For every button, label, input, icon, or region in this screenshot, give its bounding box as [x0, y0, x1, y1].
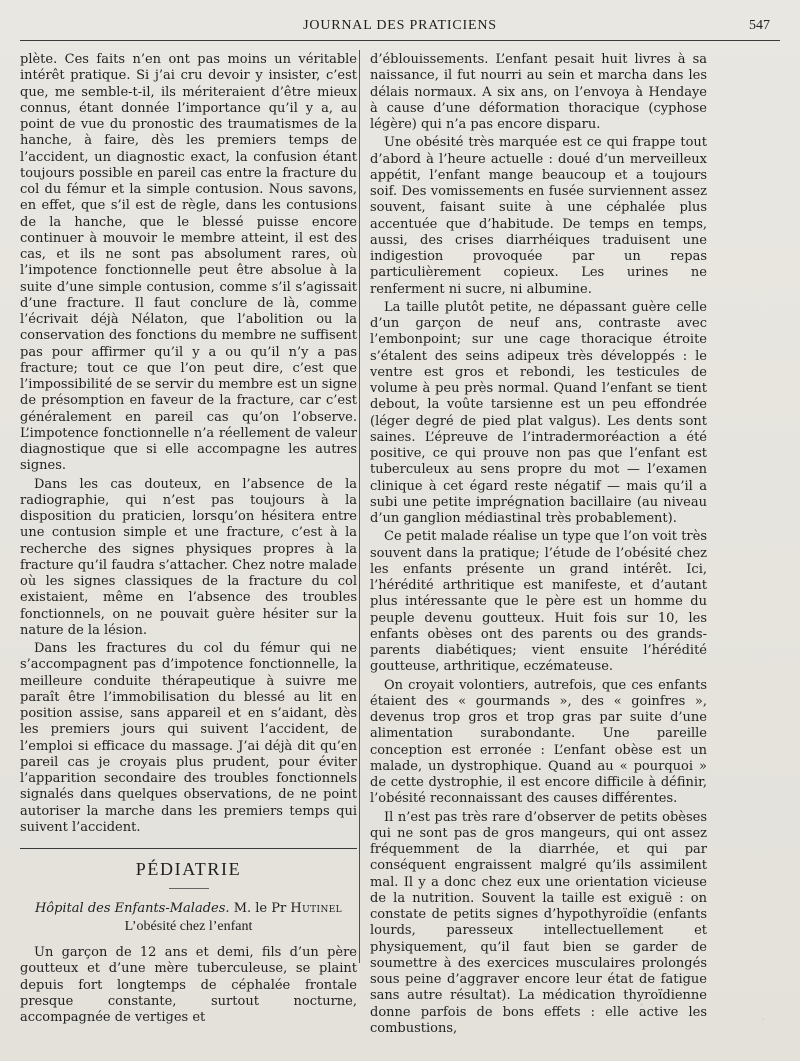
paragraph: d’éblouissements. L’enfant pesait huit livres à sa naissance, il fut nourri au sein et marcha dans les délais normaux. A six ans, on l’envoya à Hendaye à cause d’une déformation thoracique (cyphose légère) qui n’a pas encore disparu. [370, 52, 707, 132]
paragraph: Une obésité très marquée est ce qui frappe tout d’abord à l’heure actuelle : doué d’un merveilleux appétit, l’enfant mange beaucoup et a toujours soif. Des vomissements en fusée surviennent assez souvent, faisant suite à une céphalée plus accentuée que d’habitude. De temps en temps, aussi, des crises diarrhéiques traduisent une indigestion provoquée par un repas particulièrement copieux. Les urines ne renferment ni sucre, ni albumine. [370, 135, 707, 297]
paragraph: Dans les fractures du col du fémur qui ne s’accompagnent pas d’impotence fonctionnelle, la meilleure conduite thérapeutique à suivre me paraît être l’immobilisation du blessé au lit en position assise, sans appareil et en s’aidant, dès les premiers jours qui suivent l’accident, de l’emploi si efficace du massage. J’ai déjà dit qu’en pareil cas je croyais plus prudent, pour éviter l’apparition secondaire des troubles fonctionnels signalés dans quelques observations, de ne point autoriser la marche dans les premiers temps qui suivent l’accident. [20, 641, 357, 835]
paragraph: Dans les cas douteux, en l’absence de la radiographie, qui n’est pas toujours à la disposition du praticien, lorsqu’on hésitera entre une contusion simple et une fracture, c’est à la recherche des signes physiques propres à la fracture qu’il faudra s’attacher. Chez notre malade où les signes classiques de la fracture du col existaient, même en l’absence des troubles fonctionnels, on ne pouvait guère hésiter sur la nature de la lésion. [20, 476, 357, 638]
paragraph: On croyait volontiers, autrefois, que ces enfants étaient des « gourmands », des « goinfres », devenus trop gros et trop gras par suite d’une alimentation surabondante. Une pareille conception est erronée : L’enfant obèse est un malade, un dystrophique. Quand au « pourquoi » de cette dystrophie, il est encore difficile à définir, l’obésité reconnaissant des causes différentes. [370, 677, 707, 807]
paragraph: La taille plutôt petite, ne dépassant guère celle d’un garçon de neuf ans, contraste avec l’embonpoint; sur une cage thoracique étroite s’étalent des seins adipeux très développés : le ventre est gros et rebondi, les testicules de volume à peu près normal. Quand l’enfant se tient debout, la voûte tarsienne est un peu effondrée (léger degré de pied plat valgus). Les dents sont saines. L’épreuve de l’intradermoréaction a été positive, ce qui prouve non pas que l’enfant est tuberculeux au sens propre du mot — l’examen clinique à cet égard reste négatif — mais qu’il a subi une petite imprégnation bacillaire (au niveau d’un ganglion médiastinal très probablement). [370, 299, 707, 526]
small-rule [169, 888, 209, 889]
running-title: JOURNAL DES PRATICIENS [303, 18, 497, 33]
professor-prefix: M. le Pr [233, 901, 287, 916]
right-column [370, 52, 707, 1039]
page-header [20, 18, 780, 41]
section-rule [20, 848, 357, 849]
hospital-line [20, 901, 357, 917]
column-divider [359, 50, 360, 963]
professor-name: Hutinel [290, 901, 343, 916]
paragraph: Ce petit malade réalise un type que l’on voit très souvent dans la pratique; l’étude de l’obésité chez les enfants présente un grand intérêt. Ici, l’hérédité arthritique est manifeste, et d’autant plus intéressante que le père est un homme du peuple devenu goutteux. Huit fois sur 10, les enfants obèses ont des parents ou des grands-parents diabétiques; vient ensuite l’hérédité goutteuse, arthritique, eczémateuse. [370, 529, 707, 675]
section-title: PÉDIATRIE [135, 859, 242, 879]
left-column [20, 52, 357, 1028]
paper-speckle [762, 1018, 764, 1020]
paragraph: Il n’est pas très rare d’observer de petits obèses qui ne sont pas de gros mangeurs, qui ont assez fréquemment de la diarrhée, et qui par conséquent engraissent malgré qu’ils assimilent mal. Il y a donc chez eux une orientation vicieuse de la nutrition. Souvent la taille est exiguë : on constate de petits signes d’hypothyroïdie (enfants lourds, paresseux intellectuellement et physiquement, qu’il faut bien se garder de soumettre à des exercices musculaires prolongés sous peine d’aggraver encore leur état de fatigue sans autre résultat). La médication thyroïdienne donne parfois de bons effets : elle active les combustions, [370, 809, 707, 1036]
paragraph: plète. Ces faits n’en ont pas moins un véritable intérêt pratique. Si j’ai cru devoir y insister, c’est que, me semble-t-il, ils mériteraient d’être mieux connus, étant donnée l’importance qu’il y a, au point de vue du pronostic des traumatismes de la hanche, à faire, dès les premiers temps de l’accident, un diagnostic exact, la confusion étant toujours possible en pareil cas entre la fracture du col du fémur et la simple contusion. Nous savons, en effet, que s’il est de règle, dans les contusions de la hanche, que le blessé puisse encore continuer à mouvoir le membre atteint, il est des cas, et ils ne sont pas absolument rares, où l’impotence fonctionnelle peut être absolue à la suite d’une simple contusion, comme s’il s’agissait d’une fracture. Il faut conclure de là, comme l’écrivait déjà Nélaton, que l’abolition ou la conservation des fonctions du membre ne suffisent pas pour affirmer qu’il y a ou qu’il n’y a pas fracture; tout ce que l’on peut dire, c’est que l’impossibilité de se servir du membre est un signe de présomption en faveur de la fracture, car c’est généralement en pareil cas qu’on l’observe. L’impotence fonctionnelle n’a réellement de valeur diagnostique que si elle accompagne les autres signes. [20, 52, 357, 474]
paragraph: Un garçon de 12 ans et demi, fils d’un père goutteux et d’une mère tuberculeuse, se plaint depuis fort longtemps de céphalée frontale presque constante, surtout nocturne, accompagnée de vertiges et [20, 945, 357, 1025]
article-title: L’obésité chez l’enfant [124, 919, 253, 934]
page-number: 547 [749, 18, 770, 33]
hospital-name: Hôpital des Enfants-Malades. [34, 901, 230, 916]
